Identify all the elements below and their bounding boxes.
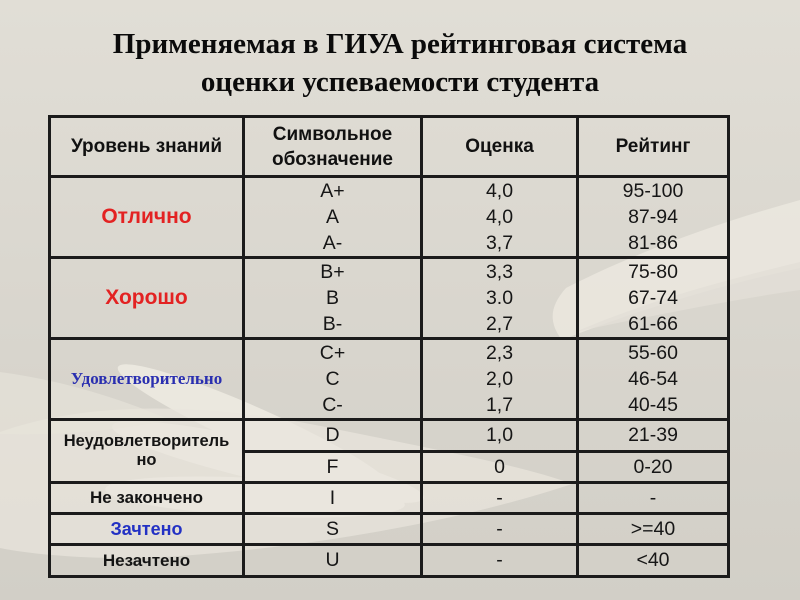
rating-value: 46-54 [628, 368, 678, 390]
header-symbol-label: Символьное обозначение [271, 123, 394, 170]
rating-cell-excellent [578, 177, 729, 258]
grade-cell-d: 1,0 [422, 420, 578, 452]
grade-cell-incomplete: - [422, 483, 578, 514]
grade-value: 1,7 [485, 394, 514, 416]
symbol-value: C- [322, 394, 343, 416]
symbol-value: A+ [320, 180, 345, 202]
grade-cell-good [422, 258, 578, 339]
level-cell-passed: Зачтено [50, 514, 244, 545]
symbol-value: B- [322, 313, 343, 335]
symbol-value: C [325, 368, 340, 390]
row-unsatisfactory-d [50, 420, 729, 452]
level-cell-excellent: Отлично [50, 177, 244, 258]
rating-cell-incomplete: - [578, 483, 729, 514]
grade-value: 2,7 [485, 313, 514, 335]
symbol-cell-d: D [244, 420, 422, 452]
row-satisfactory [50, 339, 729, 420]
level-cell-unsatisfactory [50, 420, 244, 483]
symbol-cell-passed: S [244, 514, 422, 545]
symbol-value: A- [322, 232, 343, 254]
row-incomplete [50, 483, 729, 514]
rating-value: 87-94 [628, 206, 678, 228]
rating-value: 40-45 [628, 394, 678, 416]
symbol-value: B [325, 287, 339, 309]
grade-value: 3,7 [485, 232, 514, 254]
rating-cell-f: 0-20 [578, 452, 729, 483]
symbol-cell-incomplete: I [244, 483, 422, 514]
header-grade: Оценка [422, 117, 578, 177]
grade-value: 3,3 [485, 261, 514, 283]
symbol-cell-satisfactory [244, 339, 422, 420]
rating-table [48, 115, 730, 578]
rating-cell-good [578, 258, 729, 339]
header-symbol [244, 117, 422, 177]
row-failed [50, 545, 729, 577]
symbol-value: A [325, 206, 339, 228]
slide-title-line-2: оценки успеваемости студента [200, 66, 600, 99]
row-passed [50, 514, 729, 545]
rating-value: 81-86 [628, 232, 678, 254]
symbol-value: B+ [320, 261, 345, 283]
rating-cell-satisfactory [578, 339, 729, 420]
row-good [50, 258, 729, 339]
symbol-value: C+ [319, 342, 346, 364]
grade-value: 2,0 [485, 368, 514, 390]
symbol-cell-failed: U [244, 545, 422, 577]
grade-value: 4,0 [485, 180, 514, 202]
rating-value: 61-66 [628, 313, 678, 335]
rating-cell-passed: >=40 [578, 514, 729, 545]
grade-value: 3.0 [485, 287, 514, 309]
symbol-cell-f: F [244, 452, 422, 483]
rating-cell-d: 21-39 [578, 420, 729, 452]
grade-cell-f: 0 [422, 452, 578, 483]
level-cell-good: Хорошо [50, 258, 244, 339]
slide-title-line-1: Применяемая в ГИУА рейтинговая система [112, 28, 688, 61]
symbol-cell-excellent [244, 177, 422, 258]
grade-value: 2,3 [485, 342, 514, 364]
rating-value: 75-80 [628, 261, 678, 283]
grade-cell-failed: - [422, 545, 578, 577]
rating-value: 55-60 [628, 342, 678, 364]
level-cell-incomplete: Не закончено [50, 483, 244, 514]
level-cell-failed: Незачтено [50, 545, 244, 577]
header-level: Уровень знаний [50, 117, 244, 177]
level-cell-satisfactory: Удовлетворительно [50, 339, 244, 420]
level-label-unsatisfactory: Неудовлетворительно [63, 432, 230, 469]
grade-value: 4,0 [485, 206, 514, 228]
header-rating: Рейтинг [578, 117, 729, 177]
rating-cell-failed: <40 [578, 545, 729, 577]
slide-title [0, 25, 800, 101]
row-excellent [50, 177, 729, 258]
grade-cell-passed: - [422, 514, 578, 545]
grade-cell-excellent [422, 177, 578, 258]
grade-cell-satisfactory [422, 339, 578, 420]
symbol-cell-good [244, 258, 422, 339]
rating-value: 67-74 [628, 287, 678, 309]
rating-value: 95-100 [622, 180, 684, 202]
table-header-row [50, 117, 729, 177]
